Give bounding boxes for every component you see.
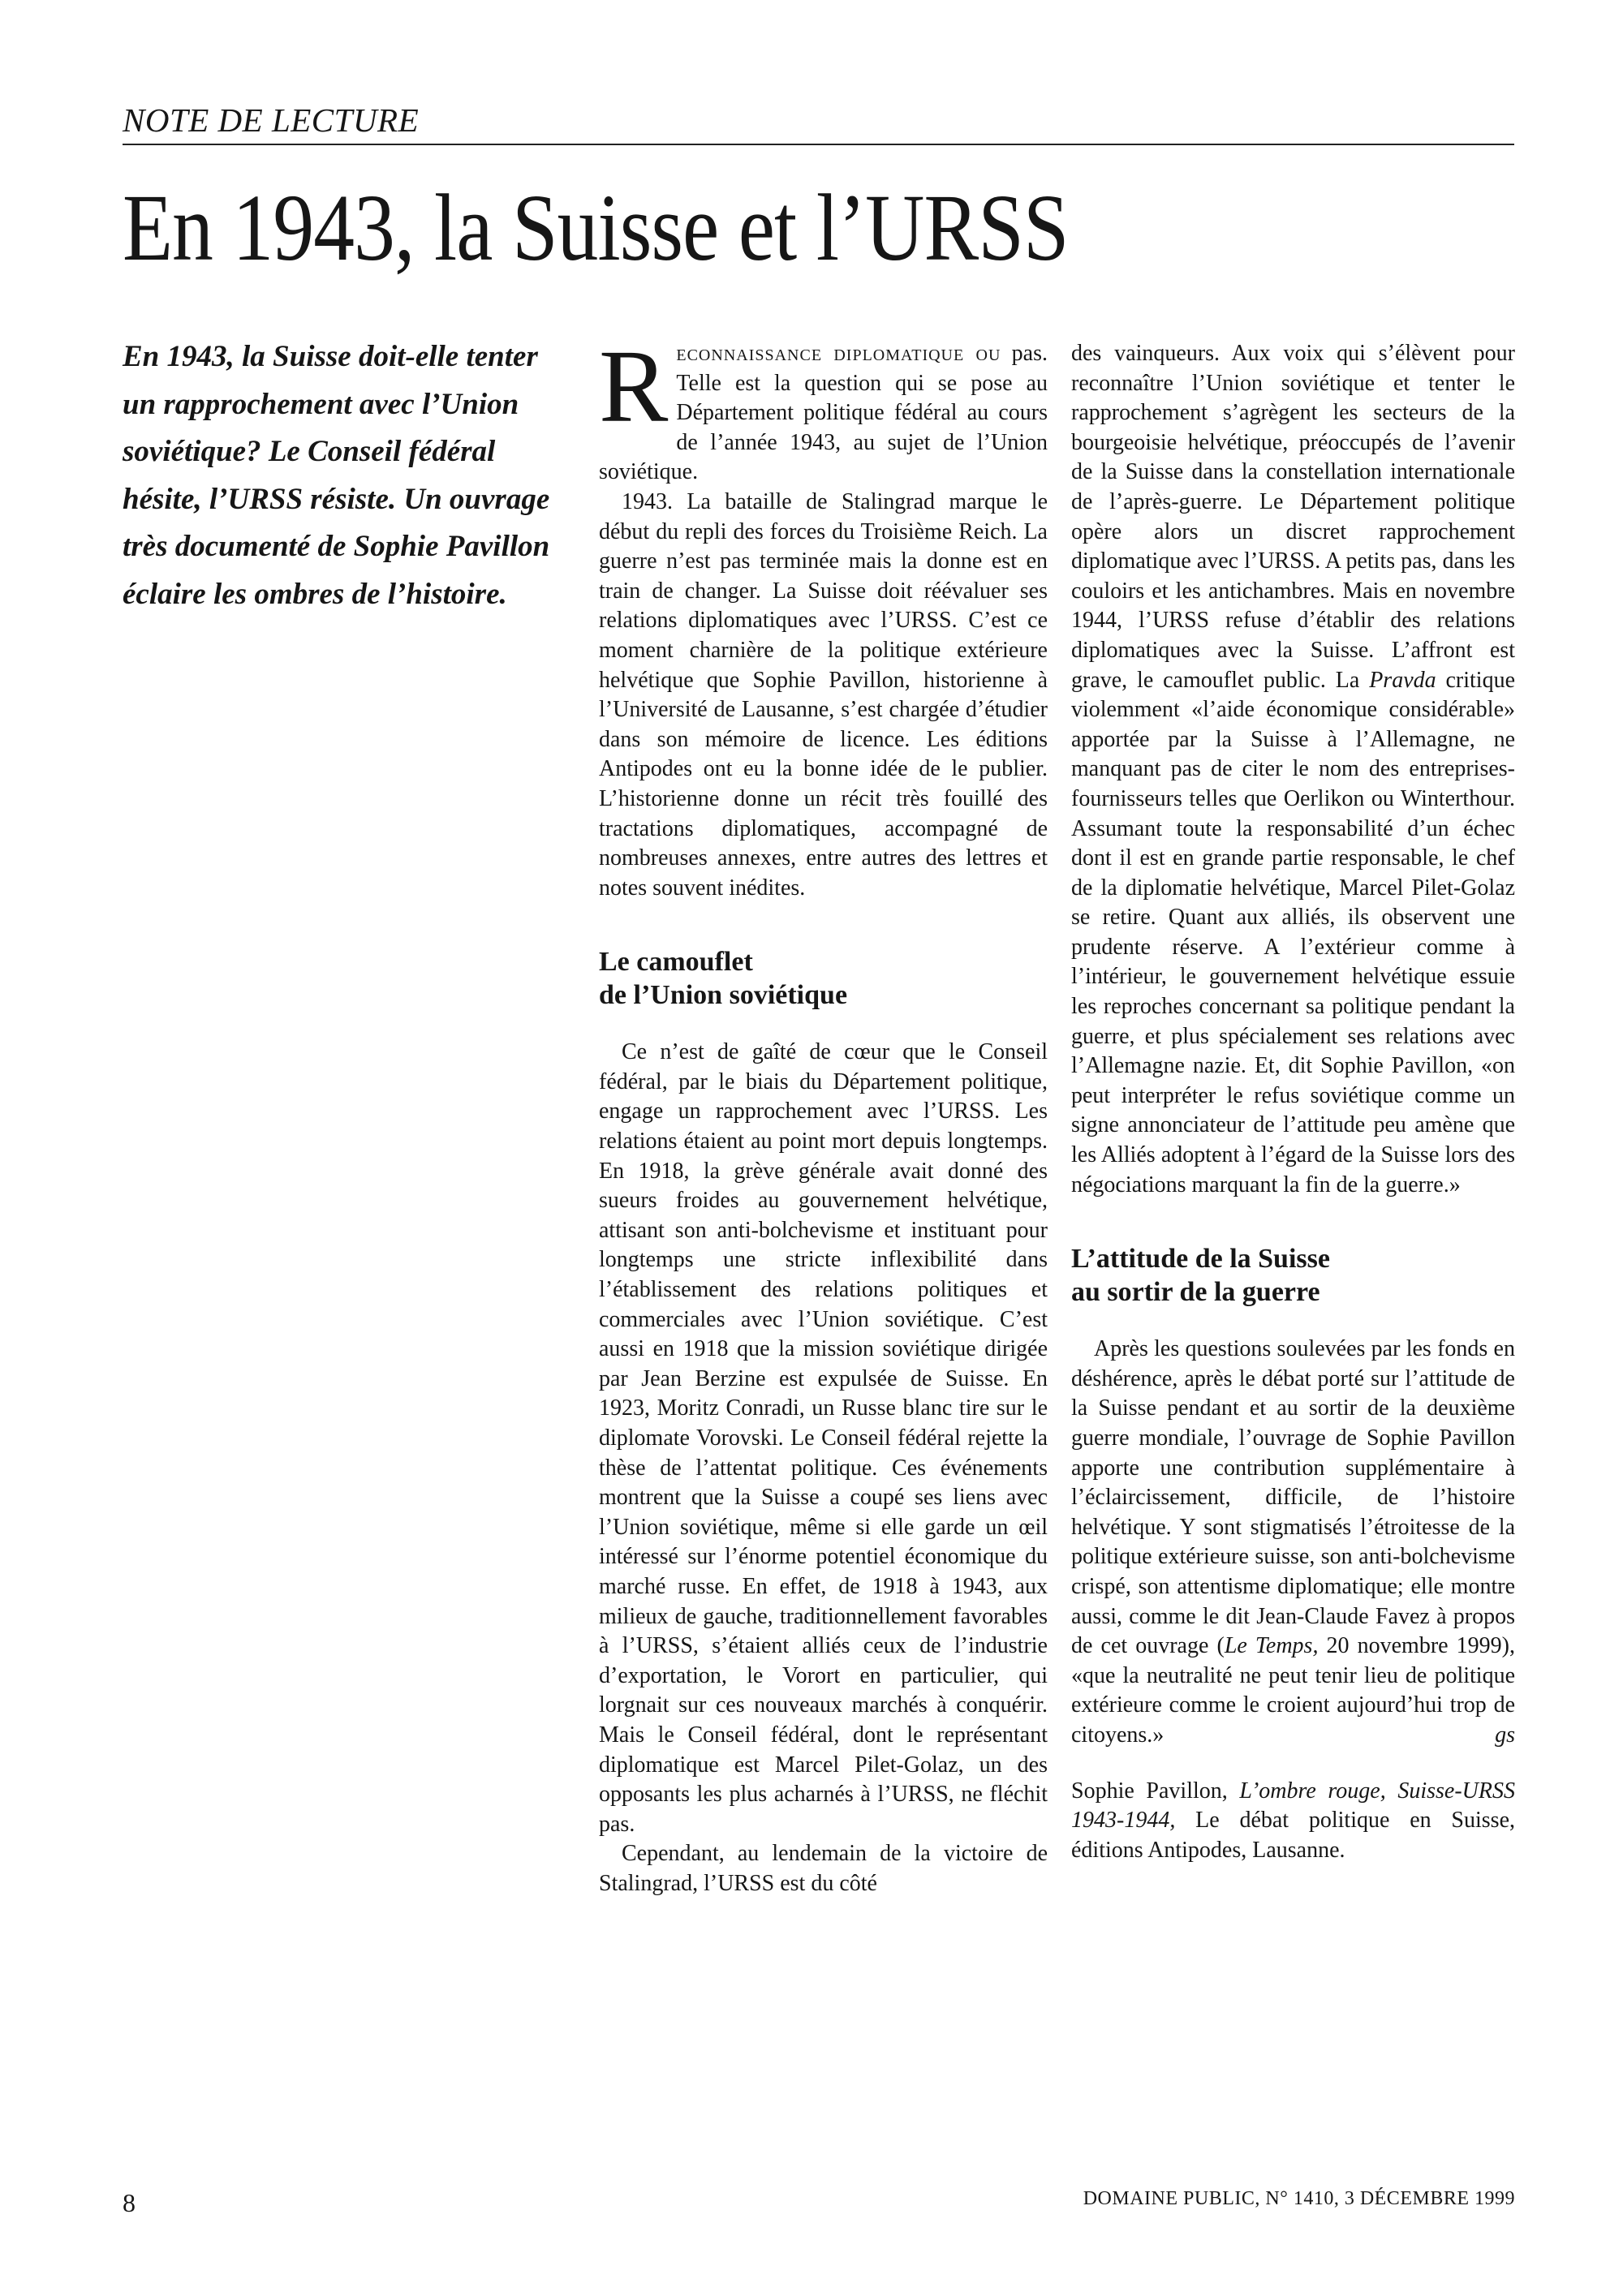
- book-author: Sophie Pavillon,: [1071, 1778, 1228, 1804]
- subheading-attitude: [1071, 1242, 1515, 1309]
- subheading-camouflet: [599, 945, 1048, 1012]
- lead-text: pas. Telle est la question qui se pose au Département politique fédéral au cours de l’année 1943, au sujet de l’Union soviétique.: [599, 341, 1048, 485]
- article-column-right: [1071, 339, 1515, 1865]
- article-standfirst: En 1943, la Suisse doit-elle tenter un rapprochement avec l’Union soviétique? Le Conseil fédéral hésite, l’URSS résiste. Un ouvrage très documenté de Sophie Pavillon éclaire les ombres de l’histoire.: [123, 340, 550, 611]
- article-headline: En 1943, la Suisse et l’URSS: [123, 174, 1069, 281]
- body-paragraph: Ce n’est de gaîté de cœur que le Conseil fédéral, par le biais du Département politique, engage un rapprochement avec l’URSS. Les relations étaient au point mort depuis longtemps. En 1918, la grève générale avait donné des sueurs froides au gouvernement helvétique, attisant son anti-bolchevisme et instituant pour longtemps une stricte inflexibilité dans l’établissement des relations politiques et commerciales avec l’Union soviétique. C’est aussi en 1918 que la mission soviétique dirigée par Jean Berzine est expulsée de Suisse. En 1923, Moritz Conradi, un Russe blanc tire sur le diplomate Vorovski. Le Conseil fédéral rejette la thèse de l’attentat politique. Ces événements montrent que la Suisse a coupé ses liens avec l’Union soviétique, même si elle garde un œil intéressé sur l’énorme potentiel économique du marché russe. En effet, de 1918 à 1943, aux milieux de gauche, traditionnellement favorables à l’URSS, s’étaient alliés ceux de l’industrie d’exportation, le Vorort en particulier, qui lorgnait sur ces nouveaux marchés à conquérir. Mais le Conseil fédéral, dont le représentant diplomatique est Marcel Pilet-Golaz, un des opposants les plus acharnés à l’URSS, ne fléchit pas.: [599, 1039, 1048, 1837]
- text-run: critique violemment «l’aide économique considérable» apportée par la Suisse à l’Allemagne, ne manquant pas de citer le nom des entreprises-fournisseurs telles que Oerlikon ou Winterthour. Assumant toute la responsabilité d’un échec dont il est en grande partie responsable, le chef de la diplomatie helvétique, Marcel Pilet-Golaz se retire. Quant aux alliés, ils observent une prudente réserve. A l’extérieur comme à l’intérieur, le gouvernement helvétique essuie les reproches concernant sa politique pendant la guerre, et plus spécialement ses relations avec l’Allemagne nazie. Et, dit Sophie Pavillon, «on peut interpréter le refus soviétique comme un signe annonciateur de l’attitude peu amène que les Alliés adoptent à l’égard de la Suisse lors des négociations marquant la fin de la guerre.»: [1071, 667, 1516, 1197]
- page-number: 8: [123, 2188, 136, 2217]
- subheading-line: de l’Union soviétique: [599, 980, 848, 1011]
- subheading-line: L’attitude de la Suisse: [1071, 1244, 1330, 1275]
- section-rubric: NOTE DE LECTURE: [123, 102, 1514, 145]
- text-run: 20 novembre 1999), «que la neutralité ne peut tenir lieu de politique extérieure comme le croient aujourd’hui trop de citoyens.»: [1071, 1633, 1515, 1748]
- subheading-line: Le camouflet: [599, 947, 753, 978]
- drop-cap: R: [599, 329, 669, 444]
- newspaper-title: Pravda: [1369, 667, 1436, 693]
- issue-line: DOMAINE PUBLIC, N° 1410, 3 DÉCEMBRE 1999: [1083, 2188, 1515, 2209]
- text-run: des vainqueurs. Aux voix qui s’élèvent pour reconnaître l’Union soviétique et tenter le rapprochement s’agrègent les secteurs de la bourgeoisie helvétique, préoccupés de l’avenir de la Suisse dans la constellation internationale de l’après-guerre. Le Département politique opère alors un discret rapprochement diplomatique avec l’URSS. A petits pas, dans les couloirs et les antichambres. Mais en novembre 1944, l’URSS refuse d’établir des relations diplomatiques avec la Suisse. L’affront est grave, le camouflet public. La: [1071, 341, 1515, 693]
- body-paragraph: [1071, 339, 1515, 1200]
- book-reference: [1071, 1777, 1515, 1866]
- author-signature: gs: [1495, 1722, 1515, 1748]
- text-run: Après les questions soulevées par les fonds en déshérence, après le débat porté sur l’attitude de la Suisse pendant et au sortir de la deuxième guerre mondiale, l’ouvrage de Sophie Pavillon apporte une contribution supplémentaire à l’éclaircissement, difficile, de l’histoire helvétique. Y sont stigmatisés l’étroitesse de la politique extérieure suisse, son anti-bolchevisme crispé, son attentisme diplomatique; elle montre aussi, comme le dit Jean-Claude Favez à propos de cet ouvrage (: [1071, 1336, 1515, 1659]
- body-paragraph: 1943. La bataille de Stalingrad marque le début du repli des forces du Troisième Reich. La guerre n’est pas terminée mais la donne est en train de changer. La Suisse doit réévaluer ses relations diplomatiques avec l’URSS. C’est ce moment charnière de la politique extérieure helvétique que Sophie Pavillon, historienne à l’Université de Lausanne, s’est chargée d’étudier dans son mémoire de licence. Les éditions Antipodes ont eu la bonne idée de le publier. L’historienne donne un récit très fouillé des tractations diplomatiques, accompagné de nombreuses annexes, entre autres des lettres et notes souvent inédites.: [599, 488, 1048, 901]
- lead-smallcaps: econnaissance diplomatique ou: [676, 341, 1001, 366]
- newspaper-title: Le Temps,: [1224, 1633, 1319, 1659]
- article-column-middle: [599, 329, 1048, 1899]
- lead-paragraph: [599, 329, 1048, 488]
- book-title: L’ombre rouge, Suisse-URSS 1943-1944,: [1071, 1778, 1516, 1834]
- body-paragraph: [1071, 1335, 1515, 1750]
- book-publisher: Le débat politique en Suisse, éditions Antipodes, Lausanne.: [1071, 1808, 1515, 1863]
- body-paragraph: Cependant, au lendemain de la victoire de Stalingrad, l’URSS est du côté: [599, 1841, 1048, 1896]
- subheading-line: au sortir de la guerre: [1071, 1277, 1320, 1308]
